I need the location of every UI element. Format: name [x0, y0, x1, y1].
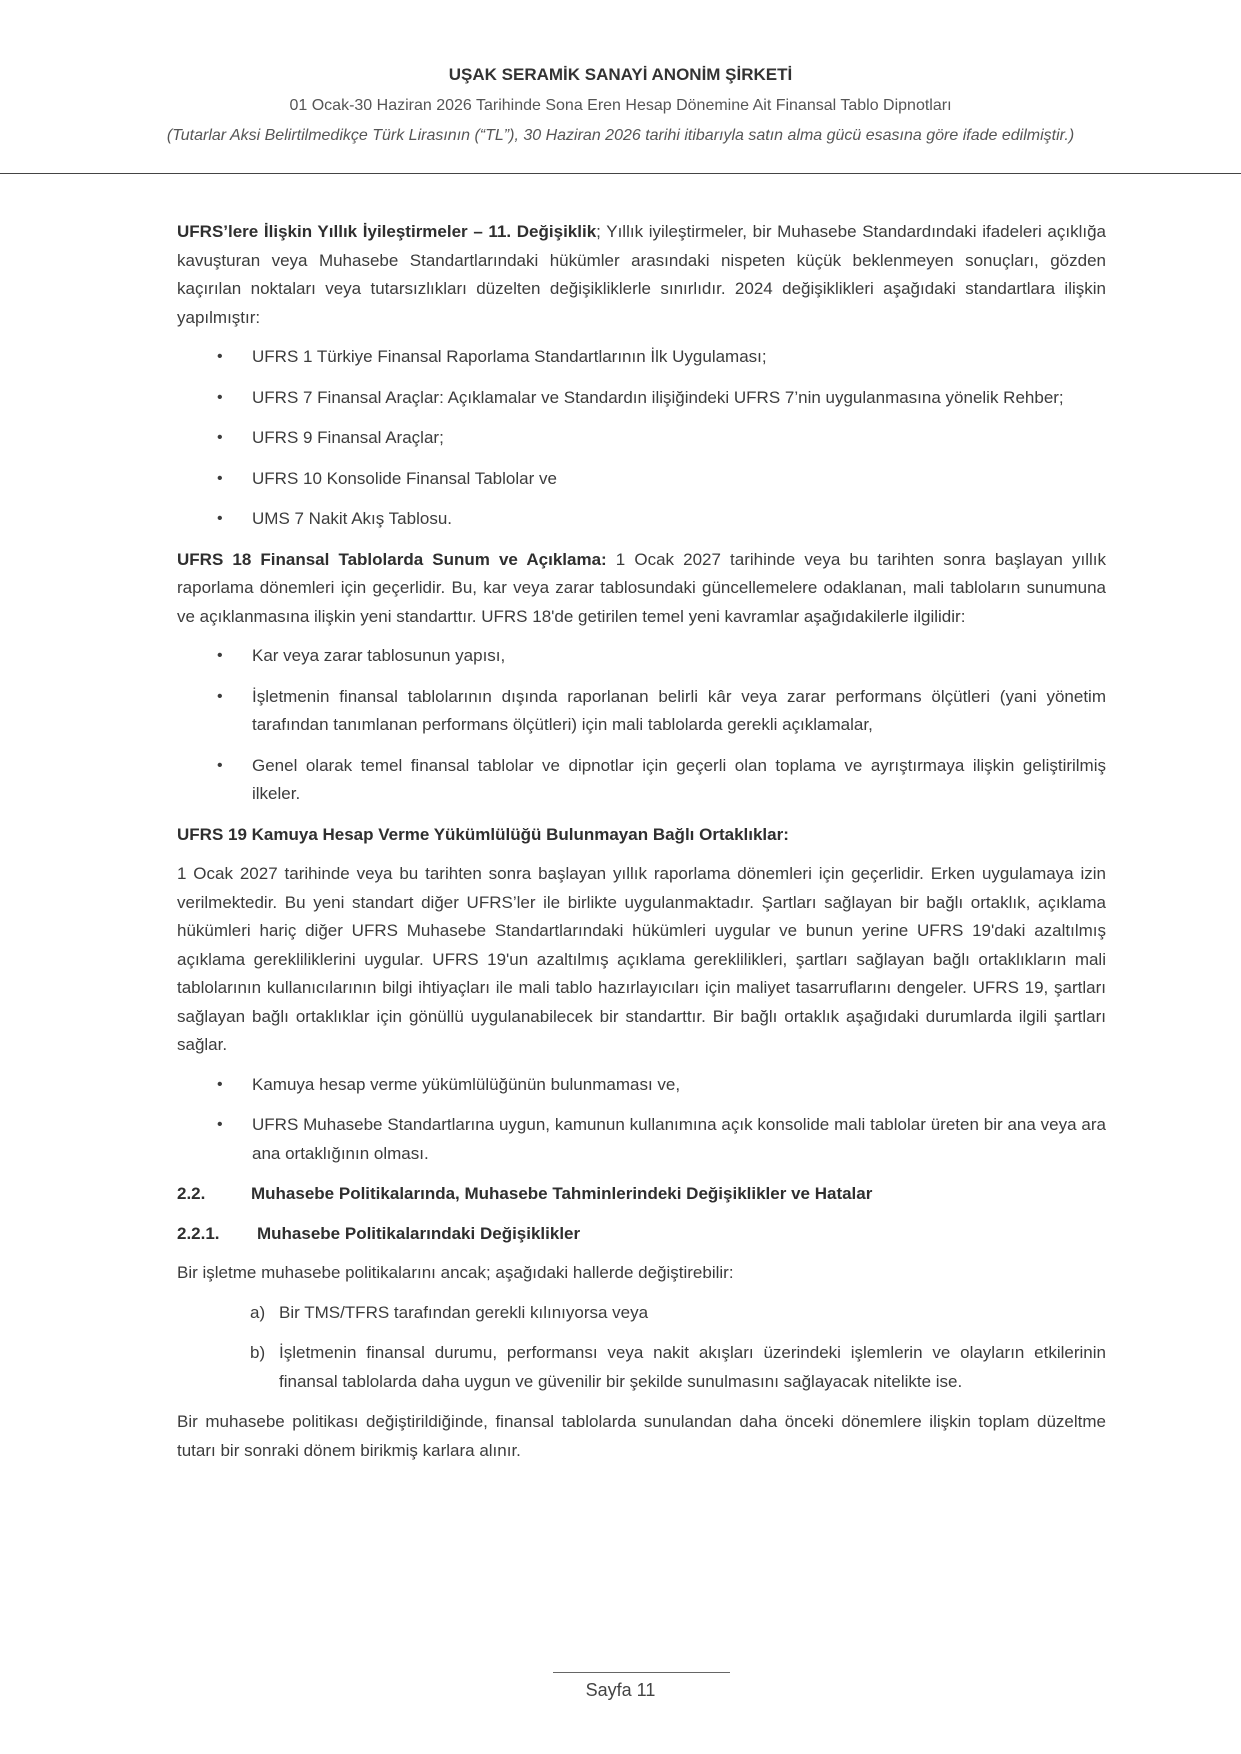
bullet-list: [177, 642, 1106, 809]
bullet-icon: •: [217, 687, 223, 705]
list-item: • UFRS Muhasebe Standartlarına uygun, kamunun kullanımına açık konsolide mali tablolar üreten bir ana veya ara ana ortaklığının olması.: [177, 1111, 1106, 1168]
bullet-list: [177, 1071, 1106, 1169]
header-divider: [0, 173, 1241, 174]
section-title: UFRS’lere İlişkin Yıllık İyileştirmeler – 11. Değişiklik: [177, 222, 597, 241]
list-item: • Kamuya hesap verme yükümlülüğünün bulunmaması ve,: [177, 1071, 1106, 1100]
section-number: 2.2.1.: [177, 1223, 220, 1243]
bullet-icon: •: [217, 756, 223, 774]
bullet-icon: •: [217, 510, 223, 527]
list-item: • UFRS 1 Türkiye Finansal Raporlama Standartlarının İlk Uygulaması;: [177, 343, 1106, 372]
currency-note: (Tutarlar Aksi Belirtilmedikçe Türk Lirasının (“TL”), 30 Haziran 2026 tarihi itibarıyla satın alma gücü esasına göre ifade edilmiştir.): [166, 127, 1075, 144]
policy-change-closing: Bir muhasebe politikası değiştirildiğinde, finansal tablolarda sunulandan daha önceki dönemlere ilişkin toplam düzeltme tutarı bir sonraki dönem birikmiş karlara alınır.: [177, 1412, 1106, 1460]
section-ufrs-18: [177, 546, 1106, 632]
list-item: • Genel olarak temel finansal tablolar ve dipnotlar için geçerli olan toplama ve ayrıştırmaya ilişkin geliştirilmiş ilkeler.: [177, 752, 1106, 809]
page-header: [0, 64, 1241, 146]
section-heading-text: Muhasebe Politikalarındaki Değişiklikler: [257, 1223, 581, 1243]
list-item: • UFRS 9 Finansal Araçlar;: [177, 424, 1106, 453]
company-name: UŞAK SERAMİK SANAYİ ANONİM ŞİRKETİ: [448, 65, 793, 84]
bullet-icon: •: [217, 429, 223, 446]
section-text: 1 Ocak 2027 tarihinde veya bu tarihten sonra başlayan yıllık raporlama dönemleri için geçerlidir. Bu, kar veya zarar tablosundaki güncellemelere odaklanan, mali tabloların sunumuna ve açıklanmasına ilişkin yeni standarttır. UFRS 18'de getirilen temel yeni kavramlar aşağıdakilerle ilgilidir:: [177, 549, 1106, 626]
list-item: • UFRS 10 Konsolide Finansal Tablolar ve: [177, 465, 1106, 494]
lettered-list: [177, 1299, 1106, 1397]
page-number: Sayfa 11: [585, 1680, 656, 1700]
section-ufrs-19-title: UFRS 19 Kamuya Hesap Verme Yükümlülüğü Bulunmayan Bağlı Ortaklıklar:: [177, 824, 789, 844]
list-marker: b): [250, 1343, 266, 1362]
section-title: UFRS 18 Finansal Tablolarda Sunum ve Açıklama:: [177, 549, 607, 569]
bullet-icon: •: [217, 647, 223, 664]
list-item: • UMS 7 Nakit Akış Tablosu.: [177, 505, 1106, 534]
document-body: [177, 218, 1106, 1476]
bullet-icon: •: [217, 469, 223, 487]
section-heading-2-2: [177, 1180, 1106, 1209]
list-item: a) Bir TMS/TFRS tarafından gerekli kılınıyorsa veya: [177, 1299, 1106, 1328]
policy-change-intro: Bir işletme muhasebe politikalarını ancak; aşağıdaki hallerde değiştirebilir:: [177, 1263, 734, 1282]
list-marker: a): [250, 1302, 266, 1322]
list-item: • Kar veya zarar tablosunun yapısı,: [177, 642, 1106, 671]
section-number: 2.2.: [177, 1184, 206, 1203]
section-heading-2-2-1: [177, 1220, 1106, 1249]
section-heading-text: Muhasebe Politikalarında, Muhasebe Tahminlerindeki Değişiklikler ve Hatalar: [251, 1184, 873, 1203]
bullet-icon: •: [217, 348, 223, 365]
bullet-icon: •: [217, 1116, 223, 1133]
section-text: ; Yıllık iyileştirmeler, bir Muhasebe Standardındaki ifadeleri açıklığa kavuşturan veya Muhasebe Standartlarındaki hükümler arasındaki nispeten küçük beklenmeyen sonuçları, gözden kaçırılan noktaları veya tutarsızlıkları düzelten değişikliklerle sınırlıdır. 2024 değişiklikleri aşağıdaki standartlara ilişkin yapılmıştır:: [177, 222, 1106, 327]
section-ufrs-19-text: 1 Ocak 2027 tarihinde veya bu tarihten sonra başlayan yıllık raporlama dönemleri için geçerlidir. Erken uygulamaya izin verilmektedir. Bu yeni standart diğer UFRS’ler ile birlikte uygulanmaktadır. Şartları sağlayan bir bağlı ortaklık, açıklama hükümleri hariç diğer UFRS Muhasebe Standartlarındaki hükümleri uygular ve bunun yerine UFRS 19'daki azaltılmış açıklama gerekliliklerini uygular. UFRS 19'un azaltılmış açıklama gereklilikleri, şartları sağlayan bağlı ortaklıkların mali tablolarının kullanıcılarının bilgi ihtiyaçları ile mali tablo hazırlayıcıları için maliyet tasarruflarını dengeler. UFRS 19, şartları sağlayan bağlı ortaklıklar için gönüllü uygulanabilecek bir standarttır. Bir bağlı ortaklık aşağıdaki durumlarda ilgili şartları sağlar.: [177, 864, 1106, 1054]
list-item: • UFRS 7 Finansal Araçlar: Açıklamalar ve Standardın ilişiğindeki UFRS 7’nin uygulanmasına yönelik Rehber;: [177, 384, 1106, 413]
bullet-list: [177, 343, 1106, 534]
bullet-icon: •: [217, 1075, 223, 1093]
list-item: b) İşletmenin finansal durumu, performansı veya nakit akışları üzerindeki işlemlerin ve olayların etkilerinin finansal tablolarda daha uygun ve güvenilir bir şekilde sunulmasını sağlayacak nitelikte ise.: [177, 1339, 1106, 1396]
section-annual-improvements: [177, 218, 1106, 332]
list-item: • İşletmenin finansal tablolarının dışında raporlanan belirli kâr veya zarar performans ölçütleri (yani yönetim tarafından tanımlanan performans ölçütleri) için mali tablolarda gerekli açıklamalar,: [177, 683, 1106, 740]
footer-divider: [553, 1672, 730, 1673]
report-subtitle: 01 Ocak-30 Haziran 2026 Tarihinde Sona Eren Hesap Dönemine Ait Finansal Tablo Dipnotları: [289, 97, 952, 114]
bullet-icon: •: [217, 388, 223, 406]
